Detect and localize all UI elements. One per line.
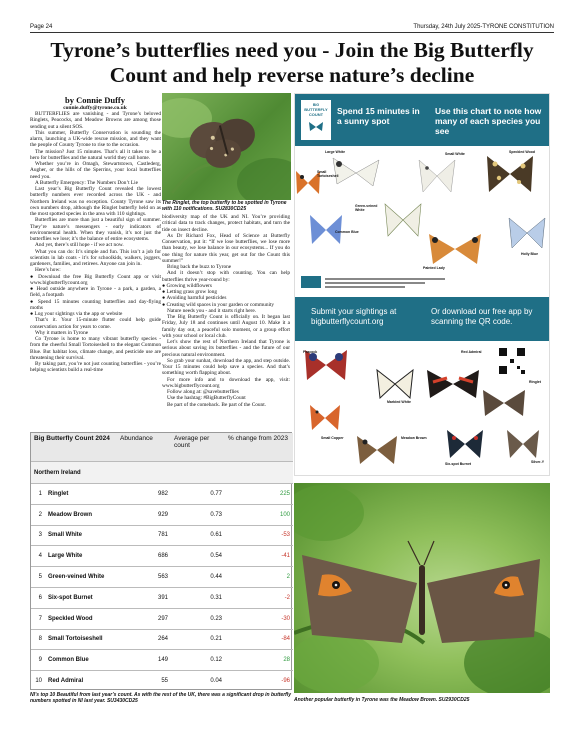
col1-paragraph: And yet, there’s still hope - if we act now.: [35, 242, 124, 249]
table-row: [31, 649, 293, 670]
label-marbled-white: Marbled White: [387, 400, 411, 404]
rank-cell: 9: [38, 657, 42, 664]
table-caption: NI’s top 10 Beautiful from last year’s count. As with the rest of the UK, there was a significant drop in butterfly numbers spotted in NI last year. SU3430CD25: [30, 692, 291, 704]
col2-paragraph: ● Letting grass grow long: [162, 289, 290, 295]
species-cell: Small Tortoiseshell: [48, 636, 103, 643]
change-cell: 2: [286, 574, 290, 581]
header-average: Average per count: [171, 433, 225, 461]
author-name: by Connie Duffy: [65, 95, 125, 105]
col2-paragraph: Let’s show the rest of Northern Ireland that Tyrone is serious about saving its butterflies - and the future of our precious natural environment.: [162, 339, 290, 358]
col1-paragraph: ● Download the free Big Butterfly Count app or visit www.bigbutterflycount.org: [30, 274, 161, 287]
col1-paragraph: The mission? Just 15 minutes. That’s all it takes to be a hero for butterflies and the natural world they call home.: [30, 148, 161, 161]
butterfly-id-chart: [294, 93, 550, 476]
butterfly-painted-lady: [427, 232, 483, 270]
col1-paragraph: ● Log your sightings via the app or website: [30, 311, 161, 317]
species-cell: Common Blue: [48, 657, 89, 664]
col2-paragraph: And it doesn’t stop with counting. You can help butterflies thrive year-round by:: [162, 270, 290, 283]
species-cell: Six-spot Burnet: [48, 594, 93, 601]
headline: Tyrone’s butterflies need you - Join the Big Butterfly Count and help reverse nature’s decline: [50, 38, 534, 87]
col2-paragraph: So grab your sunhat, download the app, and step outside. Your 15 minutes could help save a species. And that’s something worth flapping about.: [162, 357, 290, 377]
average-cell: 0.73: [210, 511, 222, 518]
page-header: [30, 24, 554, 33]
col1-paragraph: By taking part, you’re not just counting butterflies - you’re helping scientists build a real-time: [30, 361, 161, 374]
species-cell: Red Admiral: [48, 678, 84, 685]
average-cell: 0.61: [210, 532, 222, 539]
table-title: Big Butterfly Count 2024: [31, 433, 117, 461]
label-red-admiral: Red Admiral: [461, 350, 482, 354]
logo-mid: BUTTERFLY: [304, 107, 328, 112]
ringlet-photo-caption: The Ringlet, the top butterfly to be spotted in Tyrone with 110 notifications. SU2830CD25: [162, 200, 287, 212]
species-cell: Green-veined White: [48, 574, 105, 581]
meadow-brown-photo: [294, 483, 550, 693]
change-cell: 28: [283, 657, 290, 664]
table-row: [31, 587, 293, 608]
rank-cell: 7: [38, 615, 42, 622]
table-row: [31, 545, 293, 566]
chart-legend-strip: [301, 272, 545, 292]
meadow-brown-butterfly-illustration: [294, 483, 550, 693]
abundance-cell: 55: [161, 678, 168, 685]
top-ten-table: [30, 432, 292, 690]
logo-top: BIG: [312, 103, 320, 107]
change-cell: 100: [279, 511, 290, 518]
label-small-tortoiseshell: Small Tortoiseshell: [317, 170, 339, 178]
average-cell: 0.44: [210, 574, 222, 581]
label-small-copper: Small Copper: [321, 436, 344, 440]
abundance-cell: 781: [157, 532, 168, 539]
col2-paragraph: Use the hashtag: #BigButterflyCount: [167, 395, 246, 402]
col1-paragraph: Last year’s Big Butterfly Count revealed the lowest butterfly numbers ever recorded across the UK - and Northern Ireland was no exception. County Tyrone saw its own numbers drop, although the Ringlet butterfly held on as the most spotted species in the area with 110 sightings.: [30, 186, 161, 217]
author-email[interactable]: connie.duffy@tyrone.co.uk: [63, 105, 127, 111]
change-cell: -2: [284, 594, 290, 601]
abundance-cell: 264: [157, 636, 168, 643]
col2-paragraph: Follow along at: @savebutterflies: [167, 389, 239, 395]
page-date-publication: Thursday, 24th July 2025-TYRONE CONSTITUTION: [413, 24, 554, 30]
col1-paragraph: Why it matters in Tyrone: [35, 329, 89, 336]
col1-paragraph: Butterflies are more than just a beautiful sign of summer. They’re nature’s messengers - early indicators of environmental health. When they vanish, it’s not just the butterflies we lose; it’s the balance of entire ecosystems.: [30, 217, 161, 242]
abundance-cell: 391: [157, 594, 168, 601]
col1-paragraph: ● Spend 15 minutes counting butterflies and day-flying moths: [30, 299, 161, 312]
abundance-cell: 297: [157, 615, 168, 622]
butterfly-ringlet: [481, 388, 527, 422]
col2-paragraph: For more info and to download the app, visit: www.bigbutterflycount.org: [162, 376, 290, 389]
change-cell: -84: [281, 636, 290, 643]
average-cell: 0.12: [210, 657, 222, 664]
label-small-white: Small White: [445, 152, 465, 156]
table-row: [31, 525, 293, 546]
table-row: [31, 566, 293, 587]
label-peacock: Peacock: [303, 350, 318, 354]
abundance-cell: 929: [157, 511, 168, 518]
meadow-brown-photo-caption: Another popular butterfly in Tyrone was the Meadow Brown. SU2930CD25: [294, 697, 470, 703]
col1-paragraph: Whether you’re in Omagh, Stewartstown, Castlederg, Augher, or the hills of the Sperrins, your local butterflies need you.: [30, 161, 161, 180]
submit-sightings[interactable]: Submit your sightings at bigbutterflycount.org: [311, 307, 397, 326]
col1-paragraph: A Butterfly Emergency: The Numbers Don’t Lie: [35, 179, 138, 186]
butterfly-six-spot-burnet: [445, 428, 485, 464]
change-cell: -41: [281, 553, 290, 560]
logo-bot: COUNT: [308, 112, 324, 117]
col2-paragraph: Nature needs you - and it starts right here.: [167, 307, 256, 314]
species-cell: Small White: [48, 532, 83, 539]
change-cell: -53: [281, 532, 290, 539]
col1-paragraph: Here’s how:: [35, 267, 61, 274]
col2-paragraph: biodiversity map of the UK and NI. You’re providing critical data to track changes, protect habitats, and turn the tide on insect decline.: [162, 214, 290, 233]
butterfly-marbled-white: [375, 368, 415, 404]
abundance-cell: 982: [157, 490, 168, 497]
butterfly-speckled-wood: [485, 154, 535, 198]
col2-paragraph: Be part of the comeback. Be part of the Count.: [167, 401, 266, 408]
rank-cell: 3: [38, 532, 42, 539]
big-butterfly-count-logo: [301, 100, 331, 140]
rank-cell: 10: [35, 678, 42, 685]
table-region-row: [31, 461, 293, 483]
header-change: % change from 2023: [225, 433, 293, 461]
average-cell: 0.04: [210, 678, 222, 685]
chart-submit-banner: [295, 297, 550, 341]
rank-cell: 5: [38, 574, 42, 581]
ringlet-photo: [162, 93, 291, 200]
change-cell: 225: [279, 490, 290, 497]
label-speckled-wood: Speckled Wood: [509, 150, 535, 154]
chart-header: [295, 94, 550, 146]
species-cell: Speckled Wood: [48, 615, 93, 622]
page-number: Page 24: [30, 24, 53, 30]
label-large-white: Large White: [325, 150, 346, 154]
col1-paragraph: This summer, Butterfly Conservation is sounding the alarm, launching a UK-wide rescue mission, and they want the people of County Tyrone to rise to the occasion.: [30, 129, 161, 149]
label-holly-blue: Holly Blue: [521, 252, 539, 256]
butterfly-red-admiral: [425, 368, 481, 404]
table-row: [31, 670, 293, 691]
col2-paragraph: The Big Butterfly Count is officially on. It began last Friday, July 18 and continues until August 10. Make it a family day out, a peaceful solo moment, or a group effort with your school or local club.: [162, 314, 290, 339]
butterfly-logo-icon: [308, 119, 324, 129]
abundance-cell: 686: [157, 553, 168, 560]
butterfly-holly-blue: [507, 216, 547, 254]
col1-paragraph: Co Tyrone is home to many vibrant butterfly species - from the cheerful Small Tortoiseshell to the elegant Common Blue. But habitat loss, climate change, and pesticide use are threatening their survival.: [30, 336, 161, 361]
qr-code-icon[interactable]: [497, 346, 527, 380]
table-row: [31, 504, 293, 525]
average-cell: 0.77: [210, 490, 222, 497]
species-cell: Large White: [48, 553, 83, 560]
species-cell: Ringlet: [48, 490, 69, 497]
article-column-1: [30, 111, 161, 424]
col1-paragraph: That’s it. Your 15-minute flutter could help guide conservation action for years to come.: [30, 317, 161, 330]
table-row: [31, 483, 293, 504]
table-row: [31, 629, 293, 650]
col1-paragraph: ● Head outside anywhere in Tyrone - a park, a garden, a field, a footpath: [30, 286, 161, 299]
change-cell: -96: [281, 678, 290, 685]
spend-15-minutes: Spend 15 minutes in a sunny spot: [337, 106, 420, 126]
rank-cell: 6: [38, 594, 42, 601]
table-row: [31, 608, 293, 629]
label-meadow-brown: Meadow Brown: [401, 436, 427, 440]
butterfly-green-veined-white: [383, 202, 423, 242]
abundance-cell: 563: [157, 574, 168, 581]
label-common-blue: Common Blue: [335, 230, 359, 234]
header-abundance: Abundance: [117, 433, 171, 461]
average-cell: 0.54: [210, 553, 222, 560]
rank-cell: 4: [38, 553, 42, 560]
butterfly-small-white: [417, 156, 457, 200]
species-cell: Meadow Brown: [48, 511, 93, 518]
col2-paragraph: Bring back the buzz to Tyrone: [167, 264, 232, 270]
col2-paragraph: ● Avoiding harmful pesticides: [162, 295, 290, 301]
label-green-veined-white: Green-veined White: [355, 204, 378, 212]
download-app: Or download our free app by scanning the QR code.: [431, 307, 533, 326]
col2-paragraph: ● Creating wild spaces in your garden or community: [162, 302, 290, 308]
average-cell: 0.31: [210, 594, 222, 601]
rank-cell: 8: [38, 636, 42, 643]
table-subtitle: Northern Ireland: [34, 469, 81, 476]
label-silver-y: Silver-Y: [531, 460, 545, 464]
rank-cell: 2: [38, 511, 42, 518]
label-six-spot-burnet: Six-spot Burnet: [445, 462, 472, 466]
col1-paragraph: BUTTERFLIES are vanishing - and Tyrone’s beloved Ringlets, Peacocks, and Meadow Browns are among those sending out a silent SOS.: [30, 111, 161, 130]
label-painted-lady: Painted Lady: [423, 266, 445, 270]
change-cell: -30: [281, 615, 290, 622]
col2-paragraph: ● Growing wildflowers: [162, 283, 290, 289]
label-ringlet: Ringlet: [529, 380, 541, 384]
article-column-2: [162, 214, 290, 425]
byline: [30, 95, 160, 111]
butterfly-meadow-brown: [355, 434, 399, 470]
rank-cell: 1: [38, 490, 42, 497]
use-this-chart: Use this chart to note how many of each species you see: [435, 106, 542, 136]
butterfly-silver-y: [505, 428, 541, 464]
average-cell: 0.23: [210, 615, 222, 622]
average-cell: 0.21: [210, 636, 222, 643]
col2-paragraph: As Dr Richard Fox, Head of Science at Butterfly Conservation, put it: “If we lose butterflies, we lose more than beauty, we lose balance in our ecosystems... If you do one thing for nature this year, get out for the Count this summer!”: [162, 232, 290, 264]
ringlet-butterfly-illustration: [162, 93, 291, 200]
butterfly-small-copper: [309, 404, 341, 436]
abundance-cell: 149: [157, 657, 168, 664]
col1-paragraph: What you can do: It’s simple and fun. This isn’t a job for scientists in lab coats - it’s for schoolkids, walkers, joggers, gardeners, families, and retirees. Anyone can join in.: [30, 248, 161, 267]
